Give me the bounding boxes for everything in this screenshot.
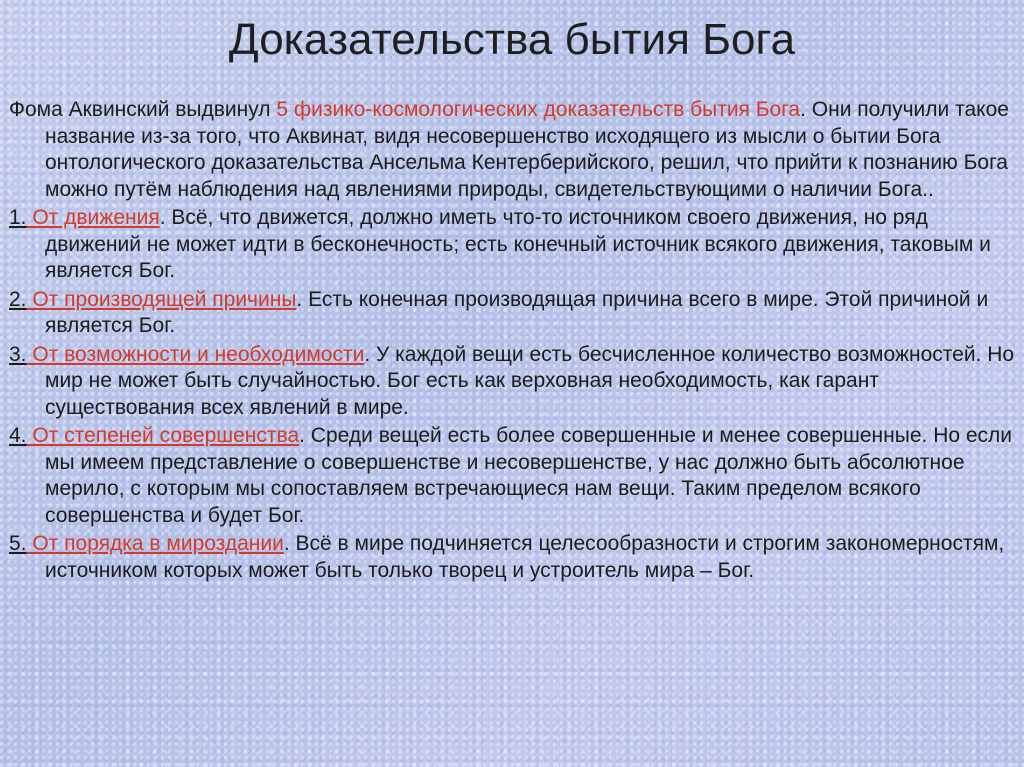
proof-item-2 [9, 287, 1019, 340]
proof-item-4 [9, 423, 1019, 529]
proof-number: 5. [9, 532, 27, 555]
intro-paragraph [9, 97, 1019, 203]
intro-rest: . Они получили такое название из-за того, что Аквинат, видя несовершенство исходящего из мысли о бытии Бога онтологического доказательства Ансельма Кентерберийского, решил, что прийти к познанию Бога можно путём наблюдения над явлениями природы, свидетельствующими о наличии Бога.. [45, 98, 1009, 201]
proof-text: . У каждой вещи есть бесчисленное количество возможностей. Но мир не может быть случайностью. Бог есть как верховная необходимость, как гарант существования всех явлений в мире. [45, 342, 1015, 419]
proof-title: От производящей причины [26, 287, 297, 311]
slide-content [9, 97, 1019, 586]
proof-title: От движения [26, 206, 160, 229]
proof-item-5 [9, 531, 1019, 584]
proof-title: От возможности и необходимости [26, 342, 365, 366]
proof-text: . Всё, что движется, должно иметь что-то источником своего движения, но ряд движений не может идти в бесконечность; есть конечный источник всякого движения, таковым и является Бог. [45, 206, 991, 282]
proof-text: . Среди вещей есть более совершенные и менее совершенные. Но если мы имеем представление о совершенстве и несовершенстве, у нас должно быть абсолютное мерило, с которым мы сопоставляем встречающиеся нам вещи. Таким пределом всякого совершенства и будет Бог. [45, 424, 1013, 527]
proof-number: 1. [9, 206, 27, 229]
proof-number: 2. [9, 287, 27, 311]
intro-highlight: 5 физико-космологических доказательств бытия Бога [276, 98, 801, 121]
proof-title: От степеней совершенства [26, 424, 300, 447]
slide-title: Доказательства бытия Бога [228, 15, 796, 64]
proof-text: . Всё в мире подчиняется целесообразности и строгим закономерностям, источником которых может быть только творец и устроитель мира – Бог. [45, 532, 1005, 582]
proof-number: 4. [9, 424, 27, 447]
proof-title: От порядка в мироздании [26, 532, 284, 555]
intro-lead: Фома Аквинский выдвинул [9, 98, 277, 121]
proof-number: 3. [9, 342, 27, 366]
proof-text: . Есть конечная производящая причина всего в мире. Этой причиной и является Бог. [45, 287, 989, 337]
proof-item-3 [9, 342, 1019, 422]
proof-item-1 [9, 205, 1019, 285]
